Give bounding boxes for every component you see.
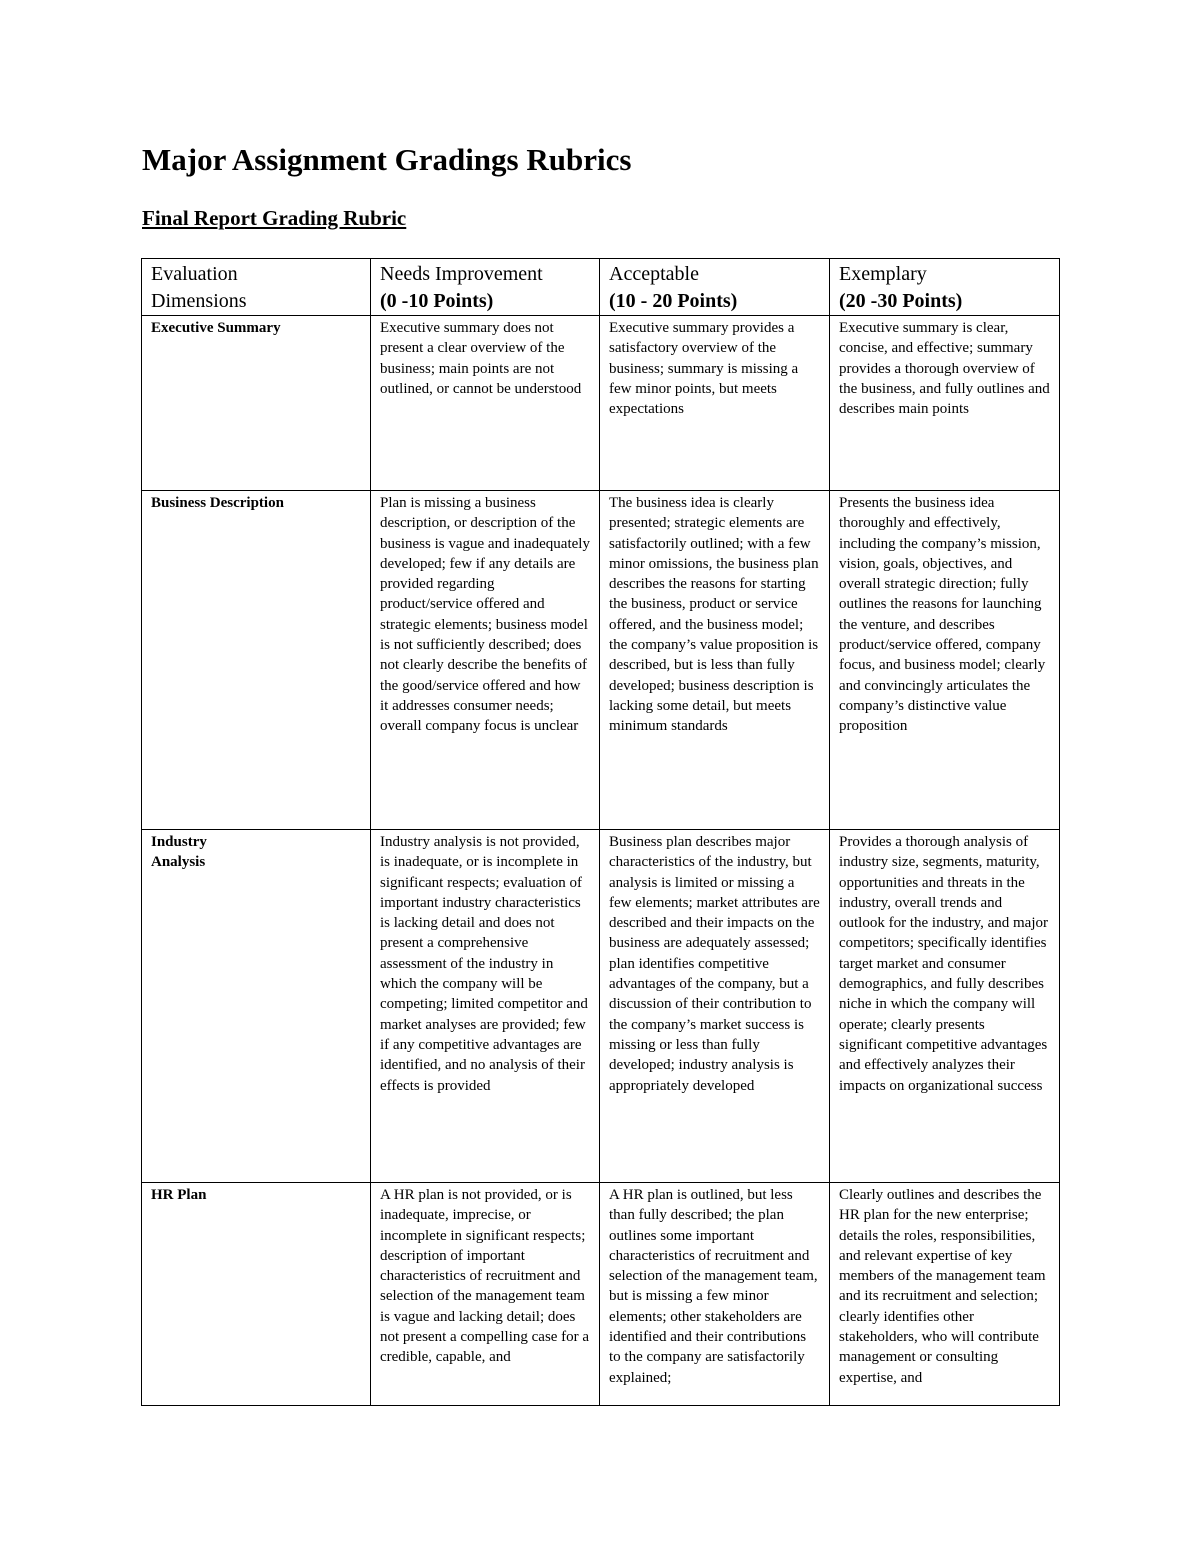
table-header-row [142, 259, 1060, 316]
dimension-cell: HR Plan [142, 1183, 371, 1406]
header-points: (20 -30 Points) [839, 290, 963, 312]
needs-improvement-cell: A HR plan is not provided, or is inadequate, imprecise, or incomplete in significant respects; description of important characteristics of recruitment and selection of the management team is vague and lacking detail; does not present a compelling case for a credible, capable, and [371, 1183, 600, 1406]
header-acceptable: Acceptable (10 - 20 Points) [600, 259, 830, 316]
rubric-subtitle: Final Report Grading Rubric [142, 206, 407, 230]
acceptable-cell: Executive summary provides a satisfactory overview of the business; summary is missing a few minor points, but meets expectations [600, 316, 830, 491]
needs-improvement-cell: Plan is missing a business description, or description of the business is vague and inadequately developed; few if any details are provided regarding product/service offered and strategic elements; business model is not sufficiently described; does not clearly describe the benefits of the good/service offered and how it addresses consumer needs; overall company focus is unclear [371, 491, 600, 830]
dimension-cell: Business Description [142, 491, 371, 830]
acceptable-cell: A HR plan is outlined, but less than fully described; the plan outlines some important characteristics of recruitment and selection of the management team, but is missing a few minor elements; other stakeholders are identified and their contributions to the company are satisfactorily explained; [600, 1183, 830, 1406]
dimension-cell: Industry Analysis [142, 830, 371, 1183]
header-evaluation-dimensions: Evaluation Dimensions [142, 259, 371, 316]
grading-rubric-table [141, 258, 1060, 1406]
acceptable-cell: The business idea is clearly presented; strategic elements are satisfactorily outlined; with a few minor omissions, the business plan describes the reasons for starting the business, product or service offered, and the business model; the company’s value proposition is described, but is less than fully developed; business description is lacking some detail, but meets minimum standards [600, 491, 830, 830]
dimension-cell: Executive Summary [142, 316, 371, 491]
header-needs-improvement: Needs Improvement (0 -10 Points) [371, 259, 600, 316]
page-title: Major Assignment Gradings Rubrics [142, 142, 632, 177]
table-row [142, 491, 1060, 830]
table-row [142, 830, 1060, 1183]
header-points: (0 -10 Points) [380, 290, 494, 312]
exemplary-cell: Clearly outlines and describes the HR plan for the new enterprise; details the roles, responsibilities, and relevant expertise of key members of the management team and its recruitment and selection; clearly identifies other stakeholders, who will contribute management or consulting expertise, and [830, 1183, 1060, 1406]
exemplary-cell: Provides a thorough analysis of industry size, segments, maturity, opportunities and threats in the industry, overall trends and outlook for the industry, and major competitors; specifically identifies target market and consumer demographics, and fully describes niche in which the company will operate; clearly presents significant competitive advantages and effectively analyzes their impacts on organizational success [830, 830, 1060, 1183]
table-row [142, 316, 1060, 491]
needs-improvement-cell: Executive summary does not present a clear overview of the business; main points are not outlined, or cannot be understood [371, 316, 600, 491]
table-row [142, 1183, 1060, 1406]
exemplary-cell: Executive summary is clear, concise, and effective; summary provides a thorough overview of the business, and fully outlines and describes main points [830, 316, 1060, 491]
header-exemplary: Exemplary (20 -30 Points) [830, 259, 1060, 316]
header-points: (10 - 20 Points) [609, 290, 738, 312]
acceptable-cell: Business plan describes major characteristics of the industry, but analysis is limited or missing a few elements; market attributes are described and their impacts on the business are adequately assessed; plan identifies competitive advantages of the company, but a discussion of their contribution to the company’s market success is missing or less than fully developed; industry analysis is appropriately developed [600, 830, 830, 1183]
needs-improvement-cell: Industry analysis is not provided, is inadequate, or is incomplete in significant respects; evaluation of important industry characteristics is lacking detail and does not present a comprehensive assessment of the industry in which the company will be competing; limited competitor and market analyses are provided; few if any competitive advantages are identified, and no analysis of their effects is provided [371, 830, 600, 1183]
exemplary-cell: Presents the business idea thoroughly and effectively, including the company’s mission, vision, goals, objectives, and overall strategic direction; fully outlines the reasons for launching the venture, and describes product/service offered, company focus, and business model; clearly and convincingly articulates the company’s distinctive value proposition [830, 491, 1060, 830]
